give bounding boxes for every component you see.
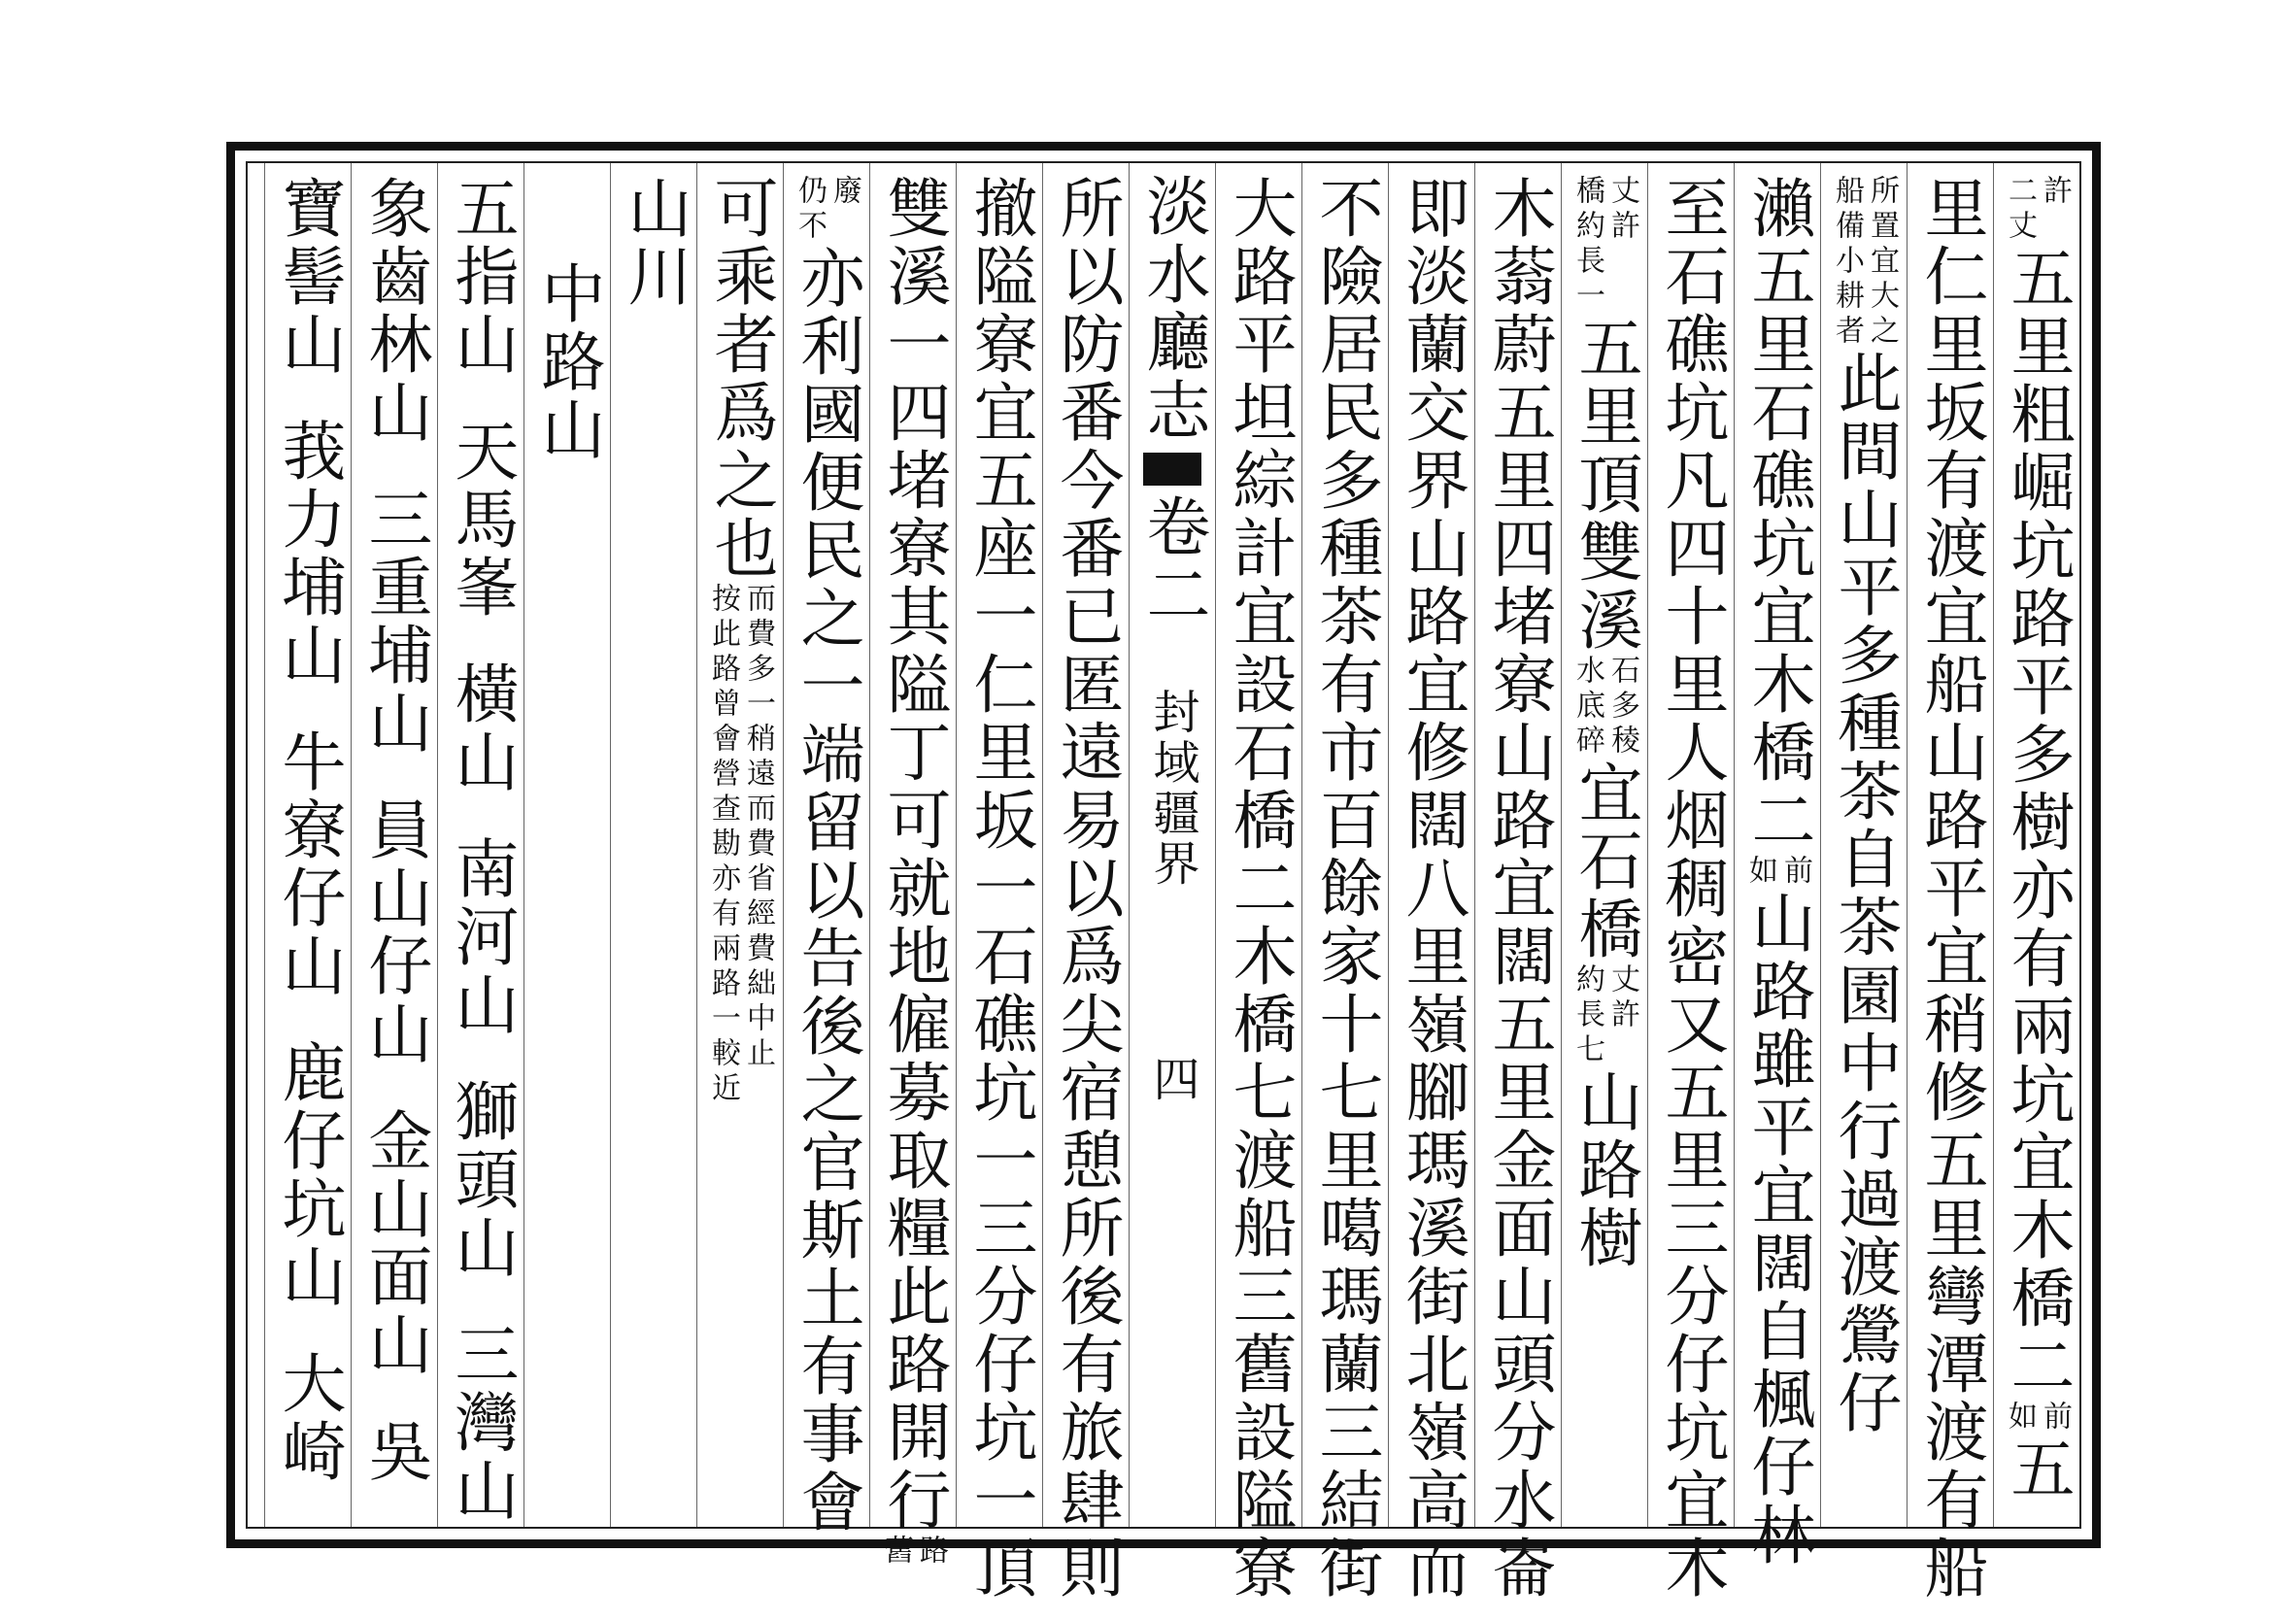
text-column <box>1907 163 1993 1603</box>
text-column <box>1993 163 2079 1527</box>
note-line: 許 <box>2038 175 2072 210</box>
interlinear-note <box>792 175 861 245</box>
note-line: 丈許 <box>1605 963 1639 1033</box>
mountain-name: 橫山 <box>444 660 519 796</box>
mountain-name: 牛寮仔山 <box>271 728 346 1000</box>
body-text: 山路樹 <box>1568 1068 1642 1272</box>
mountain-name: 莪力埔山 <box>271 418 346 690</box>
text-column <box>1042 163 1129 1603</box>
body-text: 五里頂雙溪 <box>1568 315 1642 655</box>
note-line: 如 <box>1743 855 1777 890</box>
note-line: 丈許 <box>1605 175 1639 245</box>
text-column <box>696 163 783 1527</box>
note-line: 如 <box>2003 1401 2037 1435</box>
body-text: 即淡蘭交界山路宜修闊八里嶺腳瑪溪街北嶺高而 <box>1395 175 1469 1603</box>
interlinear-note <box>2002 175 2072 245</box>
text-column <box>1474 163 1561 1603</box>
folio-title: 淡水廳志 <box>1135 173 1210 445</box>
body-text: 宜石橋 <box>1568 760 1642 963</box>
body-text: 撤隘寮宜五座一仁里坂一石礁坑一三分仔坑一頂 <box>962 175 1037 1603</box>
text-column <box>783 163 869 1537</box>
note-line: 橋約長一 <box>1570 175 1604 315</box>
note-line: 按此路曾會營查勘亦有兩路一較近 <box>706 583 740 1107</box>
text-column <box>523 163 610 1527</box>
body-text: 五里粗崛坑路平多樹亦有兩坑宜木橋二 <box>2000 245 2075 1401</box>
note-line: 前 <box>2038 1401 2072 1435</box>
text-column <box>1820 163 1907 1527</box>
folio-page-number: 四 <box>1145 1055 1199 1105</box>
note-line: 石多稜 <box>1605 655 1639 760</box>
text-column <box>1734 163 1820 1570</box>
interlinear-note <box>878 1535 948 1570</box>
body-text: 五 <box>2000 1435 2075 1503</box>
body-text: 亦利國便民之一端留以告後之官斯土有事會 <box>790 245 864 1537</box>
note-line: 水底碎 <box>1570 655 1604 760</box>
note-line: 前 <box>1778 855 1812 890</box>
mountain-name: 象齒林山 <box>357 175 432 447</box>
body-text: 此間山平多種茶自茶園中行過渡鶯仔 <box>1827 350 1902 1437</box>
text-column <box>351 163 437 1527</box>
text-column <box>1215 163 1301 1603</box>
mountain-name: 天馬峯 <box>444 418 519 622</box>
note-line: 約長七 <box>1570 963 1604 1068</box>
mountain-name: 吳 <box>357 1418 432 1486</box>
mountain-name: 金山面山 <box>357 1107 432 1379</box>
mountain-name: 鹿仔坑山 <box>271 1039 346 1311</box>
text-column <box>869 163 956 1570</box>
text-column <box>264 163 351 1527</box>
text-column <box>1388 163 1474 1603</box>
body-text: 山路雖平宜闊自楓仔林 <box>1740 890 1815 1570</box>
mountain-name: 三灣山 <box>444 1321 519 1525</box>
text-column <box>610 163 696 1527</box>
interlinear-note <box>1570 175 1639 315</box>
note-line: 舊 <box>879 1535 913 1570</box>
note-line: 船備小耕者 <box>1830 175 1864 350</box>
mountain-name: 獅頭山 <box>444 1078 519 1282</box>
mountain-name: 大崎 <box>271 1350 346 1486</box>
body-text: 山川 <box>617 175 692 311</box>
interlinear-note <box>1570 963 1639 1068</box>
text-column <box>1301 163 1388 1603</box>
interlinear-note <box>2002 1401 2072 1435</box>
body-text: 至石礁坑凡四十里人烟稠密又五里三分仔坑宜木 <box>1654 175 1729 1603</box>
folio-volume: 卷二 <box>1135 493 1210 629</box>
body-text: 中路山 <box>530 260 605 464</box>
note-line: 仍不 <box>793 175 827 245</box>
mountain-name: 員山仔山 <box>357 796 432 1068</box>
body-text: 大路平坦綜計宜設石橋二木橋七渡船三舊設隘寮 <box>1222 175 1297 1603</box>
text-column <box>956 163 1042 1603</box>
body-text: 可乘者爲之也 <box>703 175 778 583</box>
note-line: 所置宜大之 <box>1865 175 1899 350</box>
folio-section: 封域疆界 <box>1145 688 1199 890</box>
mountain-name: 南河山 <box>444 835 519 1039</box>
body-text: 不險居民多種茶有市百餘家十七里噶瑪蘭三結街 <box>1308 175 1383 1603</box>
text-column <box>1129 163 1215 1527</box>
black-mark <box>1143 453 1201 486</box>
body-text: 木蓊蔚五里四堵寮山路宜闊五里金面山頭分水崙 <box>1481 175 1556 1603</box>
interlinear-note <box>1570 655 1639 760</box>
note-line: 廢 <box>827 175 861 210</box>
body-text: 雙溪一四堵寮其隘丁可就地僱募取糧此路開行 <box>876 175 951 1535</box>
mountain-name: 三重埔山 <box>357 486 432 758</box>
mountain-name: 寶髻山 <box>271 175 346 379</box>
body-text: 里仁里坂有渡宜船山路平宜稍修五里彎潭渡有船 <box>1913 175 1988 1603</box>
note-line: 二丈 <box>2003 175 2037 245</box>
body-text: 瀨五里石礁坑宜木橋二 <box>1740 175 1815 855</box>
interlinear-note <box>1829 175 1899 350</box>
interlinear-note <box>705 583 775 1107</box>
text-column <box>1561 163 1647 1527</box>
text-column <box>437 163 523 1527</box>
note-line: 路 <box>914 1535 948 1570</box>
text-column <box>1647 163 1734 1603</box>
note-line: 而費多一稍遠而費省經費絀中止 <box>741 583 775 1072</box>
body-text: 所以防番今番已匿遠易以爲尖宿憩所後有旅肆則 <box>1049 175 1124 1603</box>
interlinear-note <box>1742 855 1812 890</box>
mountain-name: 五指山 <box>444 175 519 379</box>
